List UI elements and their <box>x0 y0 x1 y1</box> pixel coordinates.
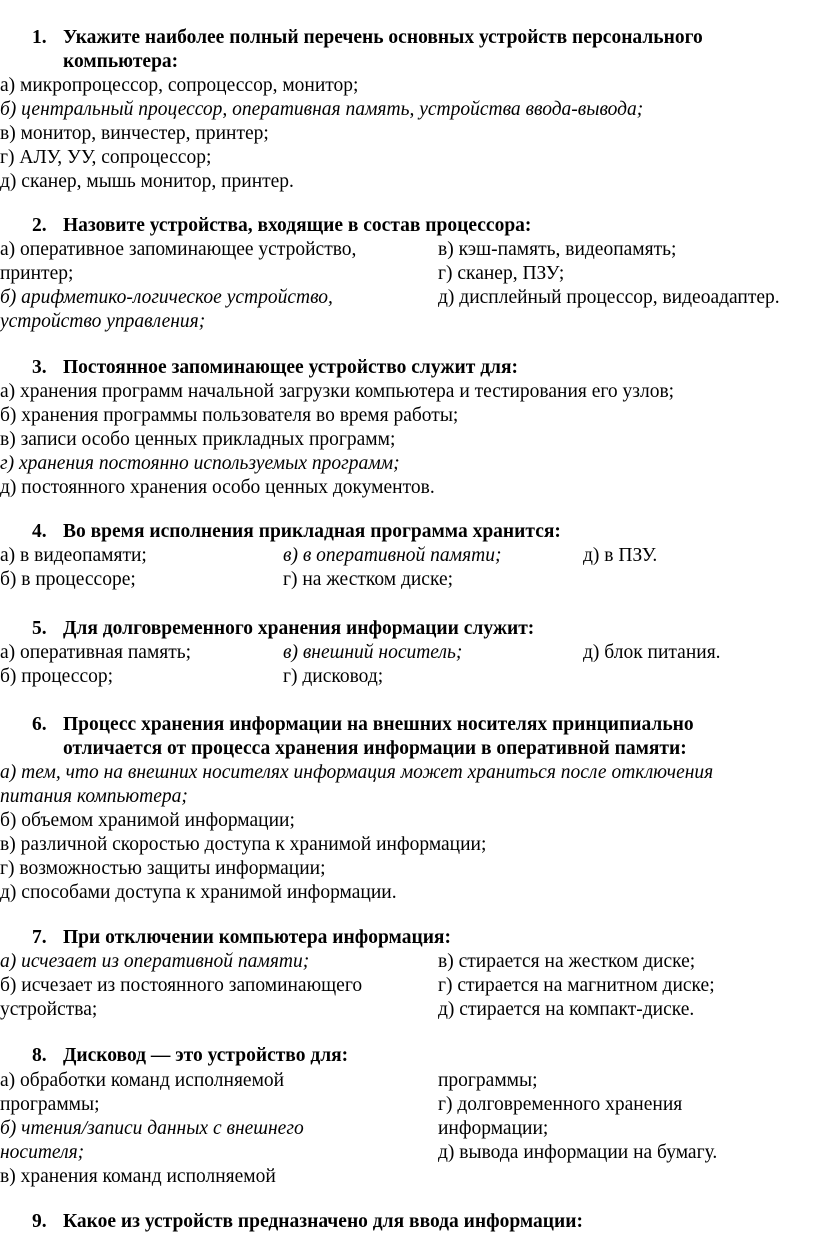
q2-left-line-2: принтер; <box>0 263 74 284</box>
question-2-number: 2. <box>32 215 47 236</box>
q8-right-line-3: информации; <box>438 1118 549 1139</box>
q7-right-line-3: д) стирается на компакт-диске. <box>438 999 695 1020</box>
question-6-number: 6. <box>32 714 47 735</box>
q8-left-line-2: программы; <box>0 1094 100 1115</box>
question-3-number: 3. <box>32 357 47 378</box>
question-3-title: Постоянное запоминающее устройство служит для: <box>63 357 519 378</box>
question-9-title: Какое из устройств предназначено для ввода информации: <box>63 1211 584 1232</box>
q1-answer-a: а) микропроцессор, сопроцессор, монитор; <box>0 75 359 96</box>
q5-answer-c: в) внешний носитель; <box>283 642 463 663</box>
q6-answer-e: д) способами доступа к хранимой информации. <box>0 882 397 903</box>
question-8-title: Дисковод — это устройство для: <box>63 1045 349 1066</box>
question-4-title: Во время исполнения прикладная программа хранится: <box>63 521 561 542</box>
q6-answer-c: в) различной скоростью доступа к хранимой информации; <box>0 834 487 855</box>
q4-answer-c: в) в оперативной памяти; <box>283 545 502 566</box>
question-7-number: 7. <box>32 927 47 948</box>
q2-right-line-3: д) дисплейный процессор, видеоадаптер. <box>438 287 780 308</box>
question-4-number: 4. <box>32 521 47 542</box>
q7-left-line-2: б) исчезает из постоянного запоминающего <box>0 975 363 996</box>
q3-answer-e: д) постоянного хранения особо ценных документов. <box>0 477 435 498</box>
q5-answer-b: б) процессор; <box>0 666 114 687</box>
q8-right-line-2: г) долговременного хранения <box>438 1094 683 1115</box>
question-1-number: 1. <box>32 27 47 48</box>
q7-right-line-2: г) стирается на магнитном диске; <box>438 975 715 996</box>
q3-answer-b: б) хранения программы пользователя во время работы; <box>0 405 459 426</box>
q6-answer-d: г) возможностью защиты информации; <box>0 858 326 879</box>
q2-right-line-1: в) кэш-память, видеопамять; <box>438 239 677 260</box>
q3-answer-c: в) записи особо ценных прикладных программ; <box>0 429 396 450</box>
question-2-title: Назовите устройства, входящие в состав процессора: <box>63 215 532 236</box>
q6-answer-b: б) объемом хранимой информации; <box>0 810 295 831</box>
q2-left-line-4: устройство управления; <box>0 311 206 332</box>
q8-left-line-4: носителя; <box>0 1142 85 1163</box>
q8-right-line-4: д) вывода информации на бумагу. <box>438 1142 718 1163</box>
question-9-number: 9. <box>32 1211 47 1232</box>
question-6-title: Процесс хранения информации на внешних носителях принципиально <box>63 714 694 735</box>
q8-left-line-5: в) хранения команд исполняемой <box>0 1166 276 1187</box>
q5-answer-d: г) дисковод; <box>283 666 384 687</box>
q7-left-line-3: устройства; <box>0 999 98 1020</box>
question-7-title: При отключении компьютера информация: <box>63 927 451 948</box>
q5-answer-e: д) блок питания. <box>583 642 721 663</box>
q7-left-line-1: а) исчезает из оперативной памяти; <box>0 951 310 972</box>
q1-answer-e: д) сканер, мышь монитор, принтер. <box>0 171 294 192</box>
q6-answer-a-cont: питания компьютера; <box>0 786 188 807</box>
q6-answer-a: а) тем, что на внешних носителях информация может храниться после отключения <box>0 762 714 783</box>
q1-answer-b: б) центральный процессор, оперативная память, устройства ввода-вывода; <box>0 99 644 120</box>
q4-answer-e: д) в ПЗУ. <box>583 545 658 566</box>
q4-answer-b: б) в процессоре; <box>0 569 136 590</box>
question-5-number: 5. <box>32 618 47 639</box>
q7-right-line-1: в) стирается на жестком диске; <box>438 951 696 972</box>
q2-left-line-1: а) оперативное запоминающее устройство, <box>0 239 357 260</box>
question-1-title: Укажите наиболее полный перечень основных устройств персонального <box>63 27 703 48</box>
question-5-title: Для долговременного хранения информации служит: <box>63 618 535 639</box>
q8-left-line-1: а) обработки команд исполняемой <box>0 1070 285 1091</box>
question-8-number: 8. <box>32 1045 47 1066</box>
q1-answer-d: г) АЛУ, УУ, сопроцессор; <box>0 147 212 168</box>
q3-answer-a: а) хранения программ начальной загрузки компьютера и тестирования его узлов; <box>0 381 675 402</box>
q1-answer-c: в) монитор, винчестер, принтер; <box>0 123 269 144</box>
question-1-title-cont: компьютера: <box>63 51 179 72</box>
question-6-title-cont: отличается от процесса хранения информации в оперативной памяти: <box>63 738 687 759</box>
q8-right-line-1: программы; <box>438 1070 538 1091</box>
q2-right-line-2: г) сканер, ПЗУ; <box>438 263 565 284</box>
q4-answer-d: г) на жестком диске; <box>283 569 454 590</box>
q4-answer-a: а) в видеопамяти; <box>0 545 147 566</box>
q2-left-line-3: б) арифметико-логическое устройство, <box>0 287 333 308</box>
q5-answer-a: а) оперативная память; <box>0 642 192 663</box>
q8-left-line-3: б) чтения/записи данных с внешнего <box>0 1118 304 1139</box>
q3-answer-d: г) хранения постоянно используемых программ; <box>0 453 400 474</box>
